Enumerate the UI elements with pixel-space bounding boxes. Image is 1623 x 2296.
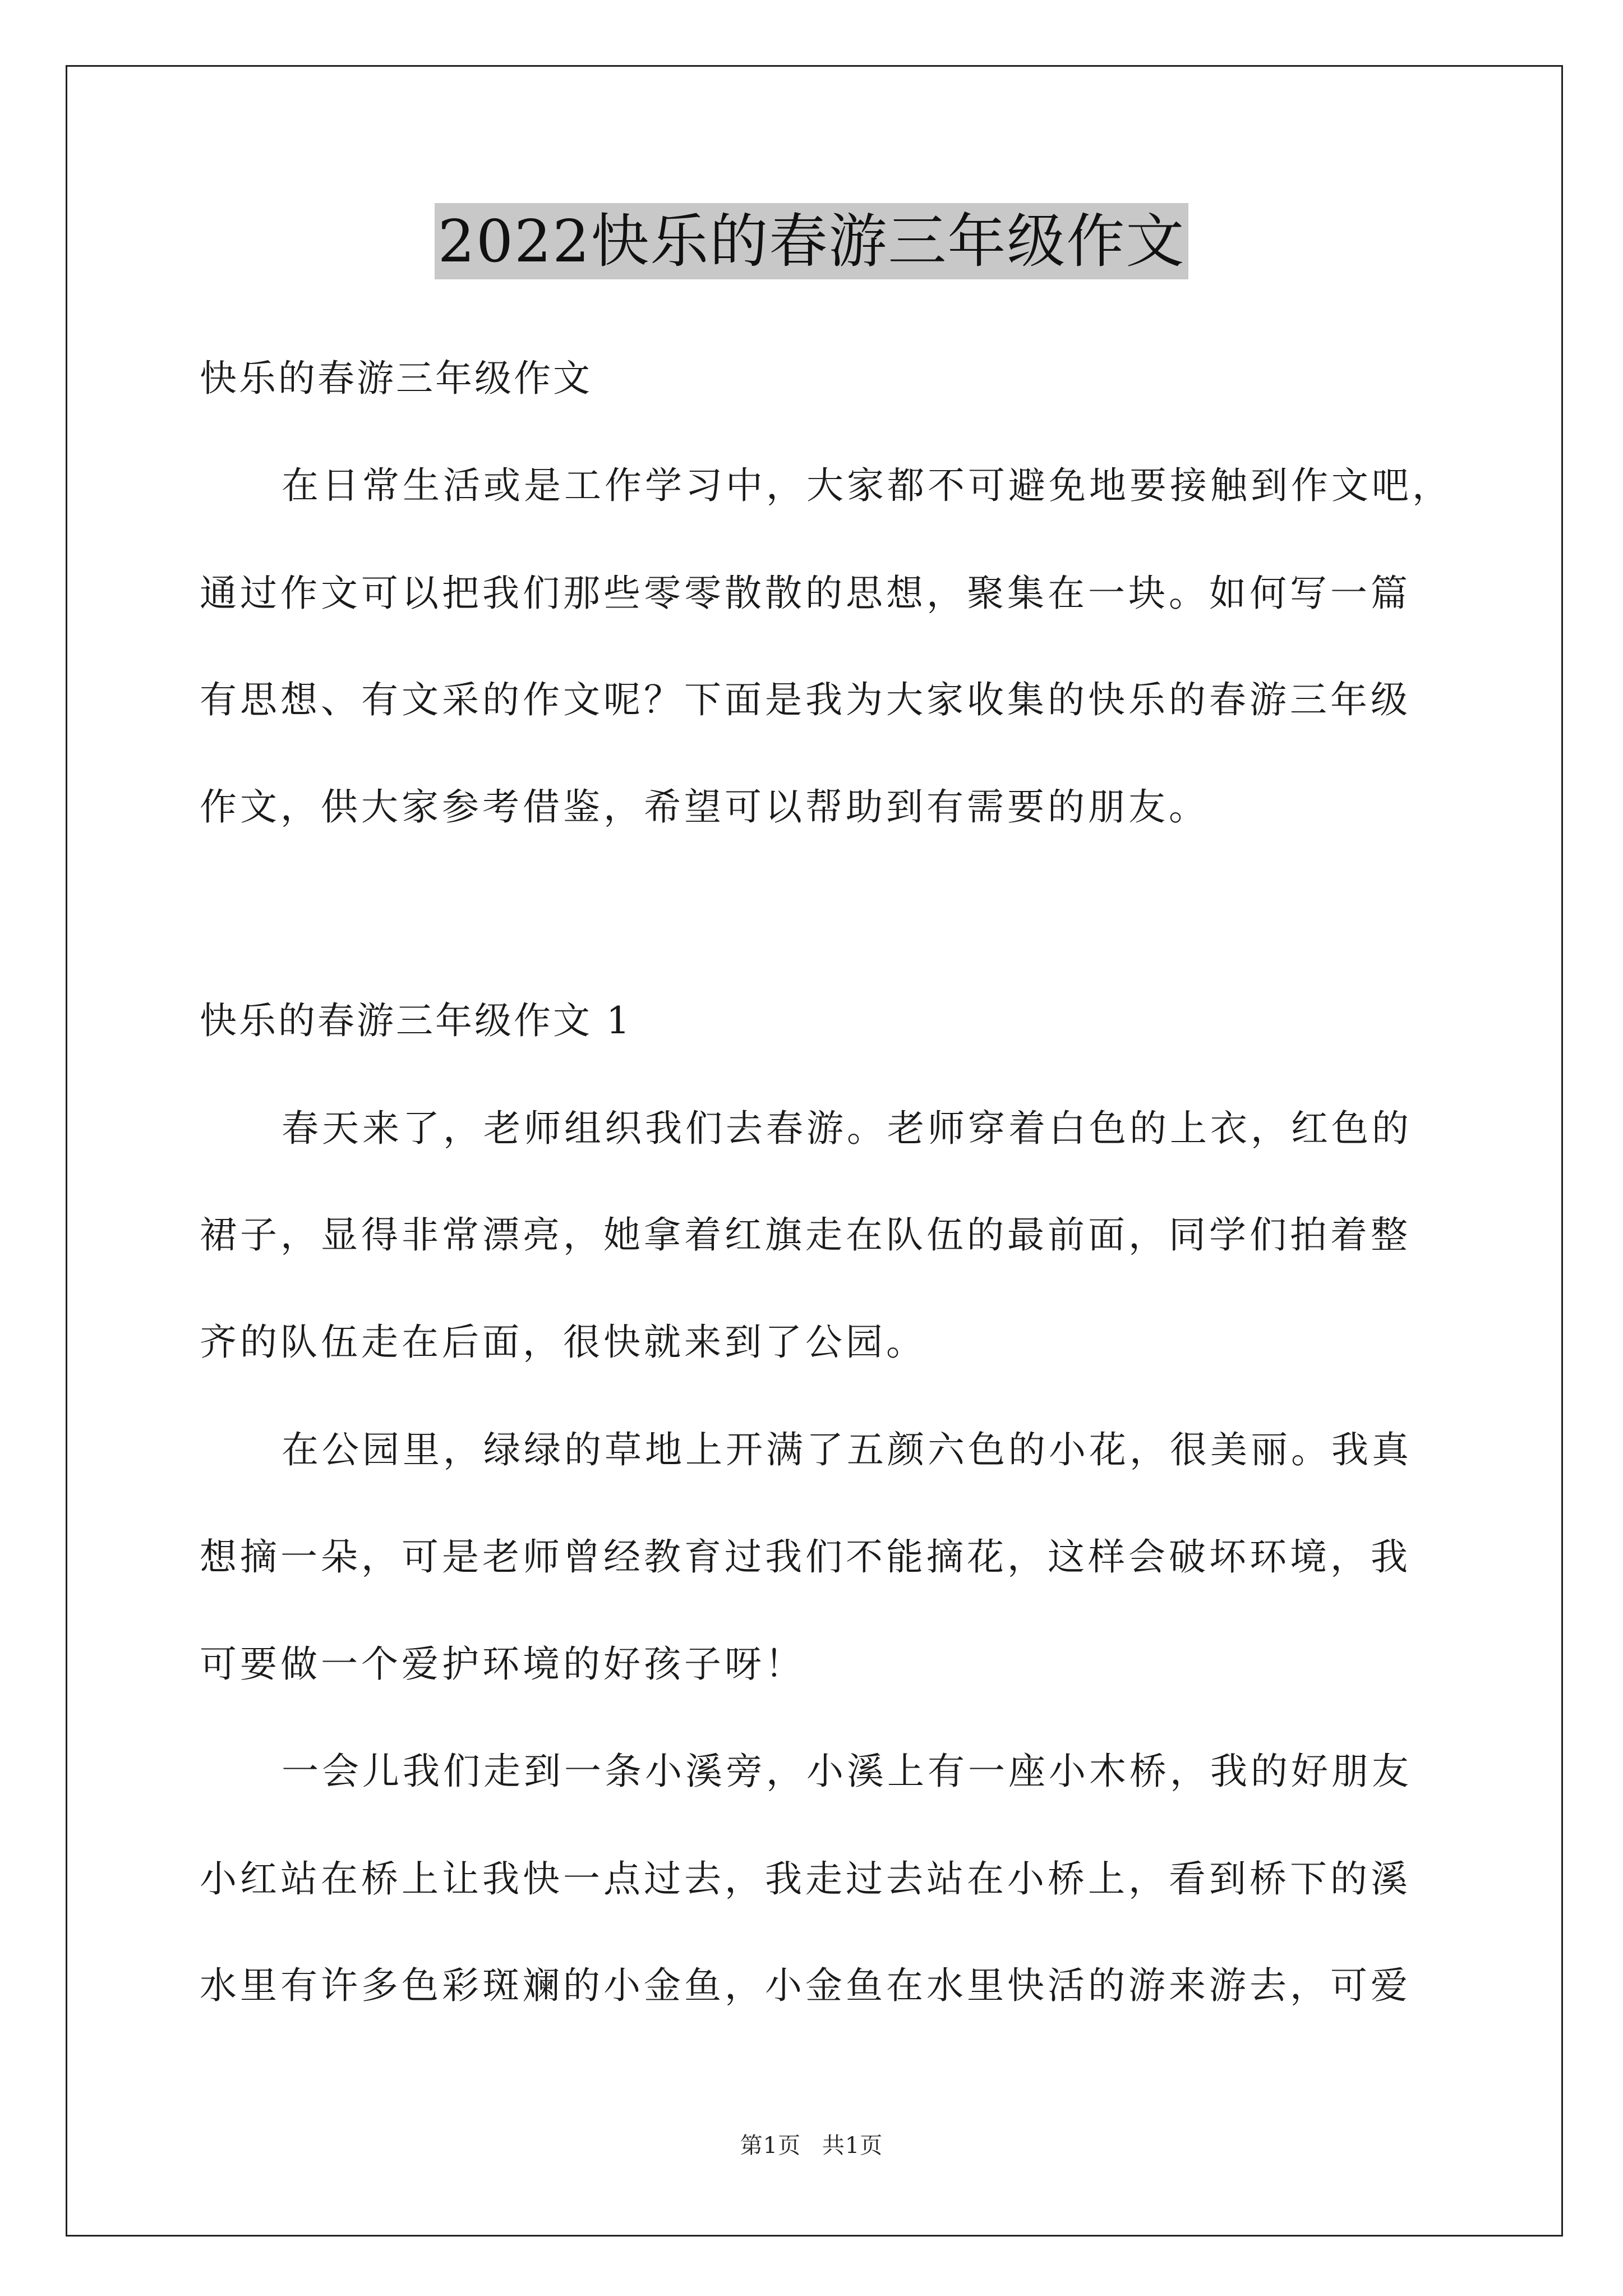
page-number: 第1页 [740,2133,801,2159]
para2-line-2: 想摘一朵，可是老师曾经教育过我们不能摘花，这样会破坏环境，我 [200,1535,1411,1579]
page-footer [0,2132,1623,2160]
para1-line-3: 齐的队伍走在后面，很快就来到了公园。 [200,1320,926,1364]
para3-line-2: 小红站在桥上让我快一点过去，我走过去站在小桥上，看到桥下的溪 [200,1857,1411,1901]
para3-line-3: 水里有许多色彩斑斓的小金鱼，小金鱼在水里快活的游来游去，可爱 [200,1964,1411,2007]
title-container [0,203,1623,279]
section-heading: 快乐的春游三年级作文 1 [200,999,632,1042]
document-subtitle: 快乐的春游三年级作文 [200,357,592,400]
intro-line-1: 在日常生活或是工作学习中，大家都不可避免地要接触到作文吧， [282,464,1453,507]
intro-line-3: 有思想、有文采的作文呢？下面是我为大家收集的快乐的春游三年级 [200,678,1411,721]
para1-line-2: 裙子，显得非常漂亮，她拿着红旗走在队伍的最前面，同学们拍着整 [200,1213,1411,1257]
para2-line-1: 在公园里，绿绿的草地上开满了五颜六色的小花，很美丽。我真 [282,1428,1412,1471]
para2-line-3: 可要做一个爱护环境的好孩子呀！ [200,1642,805,1686]
intro-line-4: 作文，供大家参考借鉴，希望可以帮助到有需要的朋友。 [200,785,1209,829]
total-pages: 共1页 [822,2133,883,2159]
document-title: 2022快乐的春游三年级作文 [435,203,1189,279]
intro-line-2: 通过作文可以把我们那些零零散散的思想，聚集在一块。如何写一篇 [200,572,1411,615]
para1-line-1: 春天来了，老师组织我们去春游。老师穿着白色的上衣，红色的 [282,1107,1412,1150]
para3-line-1: 一会儿我们走到一条小溪旁，小溪上有一座小木桥，我的好朋友 [282,1750,1412,1793]
